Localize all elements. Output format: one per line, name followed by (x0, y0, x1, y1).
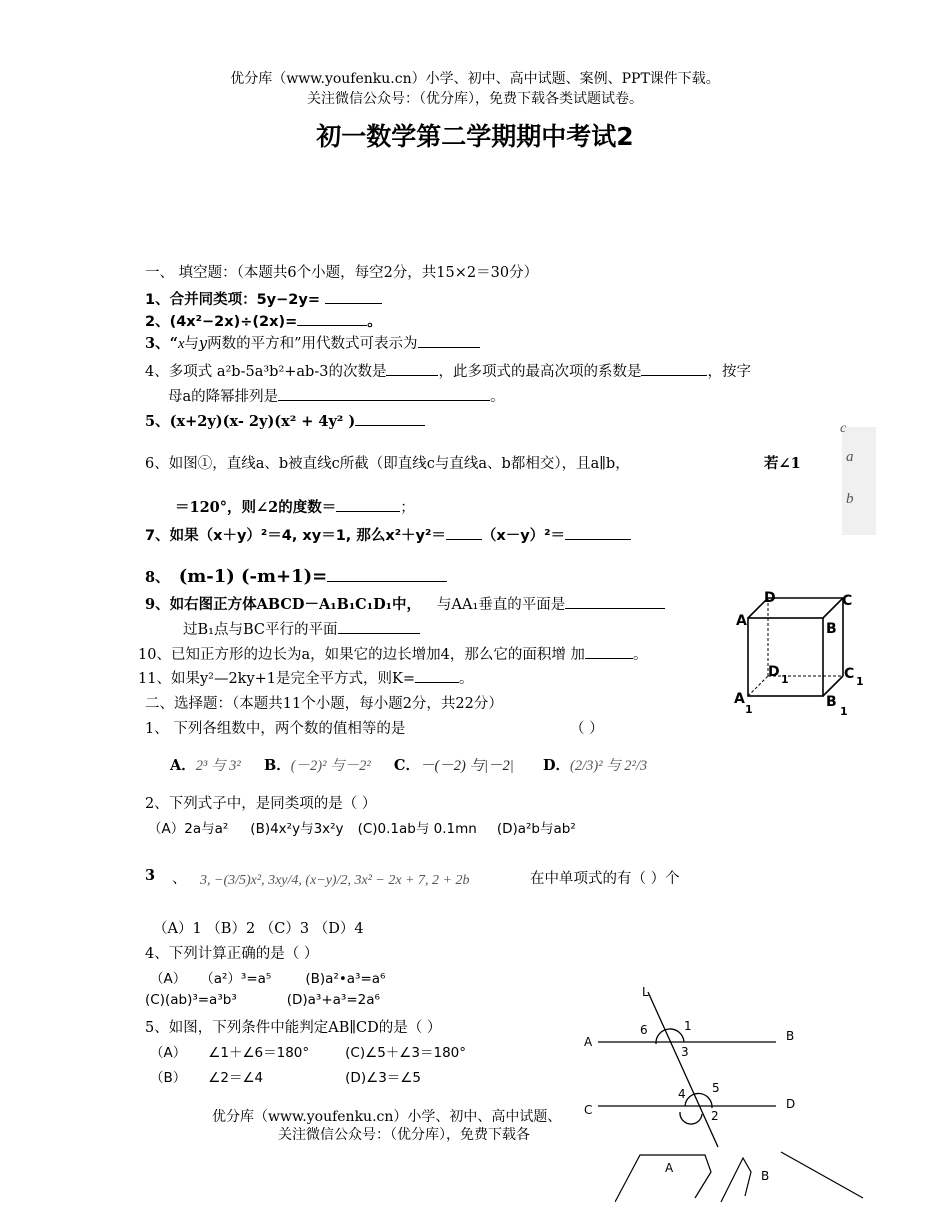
question-2-3-expressions: 3, −(3/5)x², 3xy/4, (x−y)/2, 3x² − 2x + 7, 2 + 2b (200, 873, 470, 888)
question-2-1: 1、 下列各组数中，两个数的值相等的是 (145, 721, 406, 737)
cube-label-C1: C (844, 666, 855, 682)
answer-blank[interactable] (336, 497, 400, 512)
question-2-4-options-ab: （A） （a²）³=a⁵ (B)a²•a³=a⁶ (150, 971, 386, 987)
answer-blank[interactable] (415, 668, 459, 683)
header-line-1: 优分库（www.youfenku.cn）小学、初中、高中试题、案例、PPT课件下载。 (230, 71, 720, 87)
question-2-5-options-ac: （A） ∠1＋∠6＝180° (C)∠5＋∠3＝180° (150, 1045, 467, 1061)
cube-label-C: C (842, 593, 853, 609)
question-1-8: 8、 (m-1) (-m+1)= (145, 563, 447, 587)
section2-heading: 二、选择题：（本题共11个小题，每小题2分，共22分） (145, 696, 503, 712)
answer-blank[interactable] (327, 563, 447, 582)
question-1-9-cont: 过B₁点与BC平行的平面 (183, 618, 420, 639)
label-angle-5: 5 (712, 1081, 720, 1095)
side-label-b: b (846, 491, 854, 507)
label-angle-6: 6 (640, 1023, 648, 1037)
question-2-3-tail: 在中单项式的有（ ）个 (530, 871, 680, 887)
label-D: D (786, 1097, 796, 1111)
label-angle-1: 1 (684, 1019, 692, 1033)
cube-figure (728, 586, 868, 718)
question-2-4-options-cd: (C)(ab)³=a³b³ (D)a³+a³=2a⁶ (145, 992, 380, 1008)
answer-blank[interactable] (355, 411, 425, 426)
cube-label-D: D (764, 590, 776, 606)
label-C: C (584, 1103, 593, 1117)
cube-label-A1-sub: 1 (745, 703, 753, 716)
cube-label-B1-sub: 1 (840, 705, 848, 718)
question-1-6: 6、如图①，直线a、b被直线c所截（即直线c与直线a、b都相交），且a∥b， (145, 456, 630, 472)
label-angle-3: 3 (681, 1045, 689, 1059)
question-2-1-paren: （ ） (570, 721, 604, 737)
cube-label-B: B (826, 621, 837, 637)
label-angle-2: 2 (711, 1109, 719, 1123)
cube-label-B1: B (826, 694, 837, 710)
answer-blank[interactable] (386, 361, 438, 376)
footer-line-1: 优分库（www.youfenku.cn）小学、初中、高中试题、 (212, 1109, 562, 1125)
question-1-4: 4、多项式 a²b-5a³b²+ab-3的次数是 ，此多项式的最高次项的系数是 ，按字 (145, 360, 751, 381)
question-2-2: 2、下列式子中，是同类项的是（ ） (145, 796, 377, 812)
label-L: L (642, 985, 649, 999)
question-2-4: 4、下列计算正确的是（ ） (145, 946, 319, 962)
cube-label-A1: A (734, 691, 745, 707)
question-2-5: 5、如图，下列条件中能判定AB∥CD的是（ ） (145, 1020, 442, 1036)
question-2-2-options: （A）2a与a² (B)4x²y与3x²y (C)0.1ab与 0.1mn (D)a²b与ab² (148, 821, 576, 837)
question-2-5-options-bd: （B） ∠2＝∠4 (D)∠3＝∠5 (150, 1070, 421, 1086)
footer-line-2: 关注微信公众号：（优分库），免费下载各 (278, 1127, 530, 1143)
question-1-9: 9、如右图正方体ABCD－A₁B₁C₁D₁中， 与AA₁垂直的平面是 (145, 593, 665, 614)
label-B: B (786, 1029, 795, 1043)
question-1-1: 1、合并同类项：5y−2y= (145, 288, 382, 309)
question-1-2: 2、(4x²−2x)÷(2x)= 。 (145, 313, 382, 330)
answer-blank[interactable] (297, 311, 367, 326)
question-2-3-options: （A）1 （B）2 （C）3 （D）4 (153, 921, 364, 937)
question-1-3: 3、“x与y两数的平方和”用代数式可表示为 (145, 332, 480, 353)
cube-label-D1-sub: 1 (781, 673, 789, 686)
section1-heading: 一、 填空题：（本题共6个小题，每空2分，共15×2＝30分） (145, 265, 539, 281)
answer-blank[interactable] (325, 289, 382, 304)
answer-blank[interactable] (641, 361, 707, 376)
bottom-label-A: A (665, 1161, 674, 1175)
question-1-11: 11、如果y²—2ky+1是完全平方式，则K= 。 (138, 667, 474, 688)
parallel-lines-figure (578, 982, 808, 1152)
answer-blank[interactable] (565, 594, 665, 609)
header-line-2: 关注微信公众号：（优分库），免费下载各类试题试卷。 (307, 91, 643, 107)
bottom-label-B: B (761, 1169, 770, 1183)
side-label-c: c (840, 421, 847, 436)
question-1-6-cont: ＝120°，则∠2的度数＝ ； (175, 499, 415, 516)
bottom-shapes-figure (615, 1150, 865, 1210)
answer-blank[interactable] (338, 619, 420, 634)
question-1-5: 5、(x+2y)(x- 2y)(x² + 4y² ) (145, 410, 425, 431)
cube-label-A: A (736, 613, 747, 629)
line-L (648, 992, 718, 1147)
side-label-a: a (846, 449, 854, 465)
question-1-7: 7、如果（x＋y）²＝4, xy＝1, 那么x²＋y²＝ （x－y）²＝ (145, 524, 631, 545)
answer-blank[interactable] (565, 525, 631, 540)
label-angle-4: 4 (678, 1087, 686, 1101)
question-2-3-number: 3 (145, 867, 156, 884)
answer-blank[interactable] (446, 525, 482, 540)
question-1-4-cont: 母a的降幂排列是 。 (168, 385, 505, 406)
question-1-10: 10、已知正方形的边长为a，如果它的边长增加4，那么它的面积增 加 。 (138, 643, 647, 664)
answer-blank[interactable] (278, 386, 490, 401)
answer-blank[interactable] (585, 644, 633, 659)
page-title: 初一数学第二学期期中考试2 (316, 122, 634, 151)
question-2-3-sep: 、 (172, 871, 187, 887)
answer-blank[interactable] (418, 333, 480, 348)
label-A: A (584, 1035, 593, 1049)
cube-label-D1: D (768, 664, 780, 680)
question-2-1-options: A．2³ 与 3² B．(－2)² 与－2² C．－(－2) 与|－2| D．(2/3)² 与 2²/3 (170, 757, 648, 774)
side-figure-fragment (840, 421, 876, 535)
question-1-6-angle: 若∠1 (764, 455, 801, 472)
cube-label-C1-sub: 1 (856, 675, 864, 688)
